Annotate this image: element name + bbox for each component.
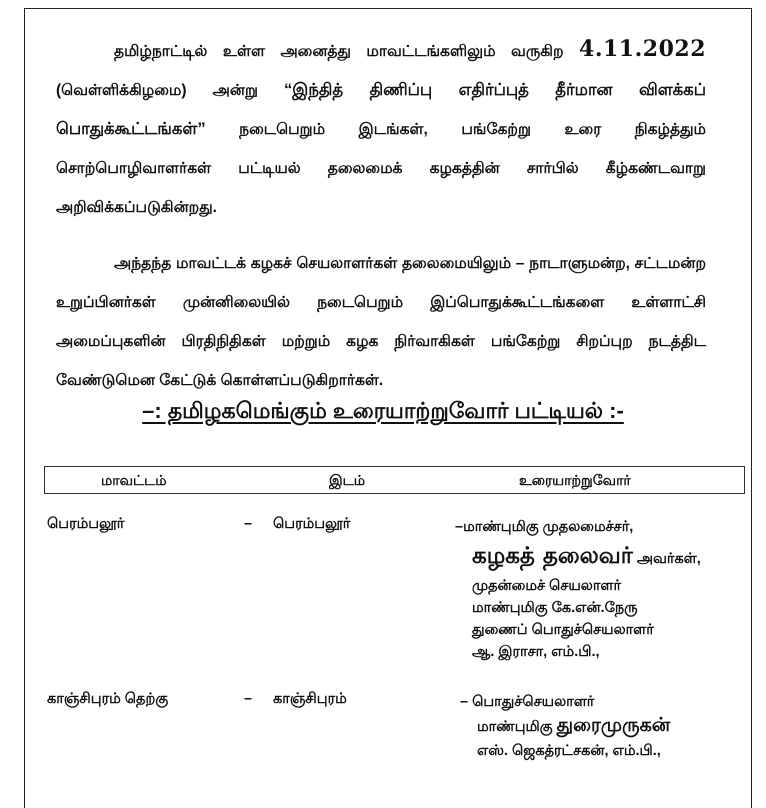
request-paragraph [56, 244, 706, 400]
speaker-line: மாண்புமிகு கே.என்.நேரு [472, 600, 638, 616]
list-heading: –: தமிழகமெங்கும் உரையாற்றுவோர் பட்டியல் :- [142, 398, 624, 423]
speaker-line: முதன்மைச் செயலாளர் [472, 578, 622, 594]
speaker-line: ஆ. இராசா, எம்.பி., [472, 644, 600, 660]
speaker-line: மாண்புமிகு முதலமைச்சர், [463, 519, 634, 535]
speaker-line: எஸ். ஜெகத்ரட்சகன், எம்.பி., [477, 743, 661, 759]
separator: – [244, 691, 253, 707]
request-text: அந்தந்த மாவட்டக் கழகச் செயலாளர்கள் தலைமையிலும் – நாடாளுமன்ற, சட்டமன்ற உறுப்பினர்கள் முன்னிலையில் நடைபெறும் இப்பொதுக்கூட்டங்களை உள்ளாட்சி அமைப்புகளின் பிரதிநிதிகள் மற்றும் கழக நிர்வாகிகள் பங்கேற்று சிறப்புற நடத்திட வேண்டுமென கேட்டுக் கொள்ளப்படுகிறார்கள். [56, 255, 706, 389]
intro-day: (வெள்ளிக்கிழமை) அன்று [56, 82, 258, 99]
place: பெரம்பலூர் [273, 516, 351, 532]
speaker-suffix: அவர்கள், [636, 551, 701, 567]
speaker-title-big: கழகத் தலைவர் [472, 543, 633, 569]
intro-continuation: நடைபெறும் இடங்கள், பங்கேற்று உரை நிகழ்த்தும் சொற்பொழிவாளர்கள் பட்டியல் தலைமைக் கழகத்தின் சார்பில் கீழ்கண்டவாறு அறிவிக்கப்படுகின்றது. [56, 121, 706, 216]
separator: – [455, 519, 464, 535]
speaker-line: துணைப் பொதுச்செயலாளர் [472, 622, 654, 638]
header-speakers: உரையாற்றுவோர் [519, 472, 631, 488]
speakers [460, 691, 670, 762]
speaker-prefix: மாண்புமிகு [477, 719, 553, 735]
district: காஞ்சிபுரம் தெற்கு [47, 691, 169, 707]
speakers [455, 516, 701, 663]
separator: – [460, 694, 469, 710]
intro-text: தமிழ்நாட்டில் உள்ள அனைத்து மாவட்டங்களிலும் வருகிற [114, 43, 564, 60]
speaker-name-bold: துரைமுருகன் [556, 715, 671, 736]
header-district: மாவட்டம் [101, 472, 167, 488]
speaker-line: பொதுச்செயலாளர் [472, 694, 595, 710]
intro-paragraph [56, 30, 706, 227]
district: பெரம்பலூர் [47, 516, 125, 532]
place: காஞ்சிபுரம் [273, 691, 347, 707]
meeting-title: “இந்தித் திணிப்பு எதிர்ப்புத் தீர்மான விளக்கப் பொதுக்கூட்டங்கள்” [56, 81, 706, 138]
event-date: 4.11.2022 [579, 36, 707, 62]
header-place: இடம் [329, 472, 366, 488]
separator: – [244, 516, 253, 532]
table-header [44, 466, 745, 494]
